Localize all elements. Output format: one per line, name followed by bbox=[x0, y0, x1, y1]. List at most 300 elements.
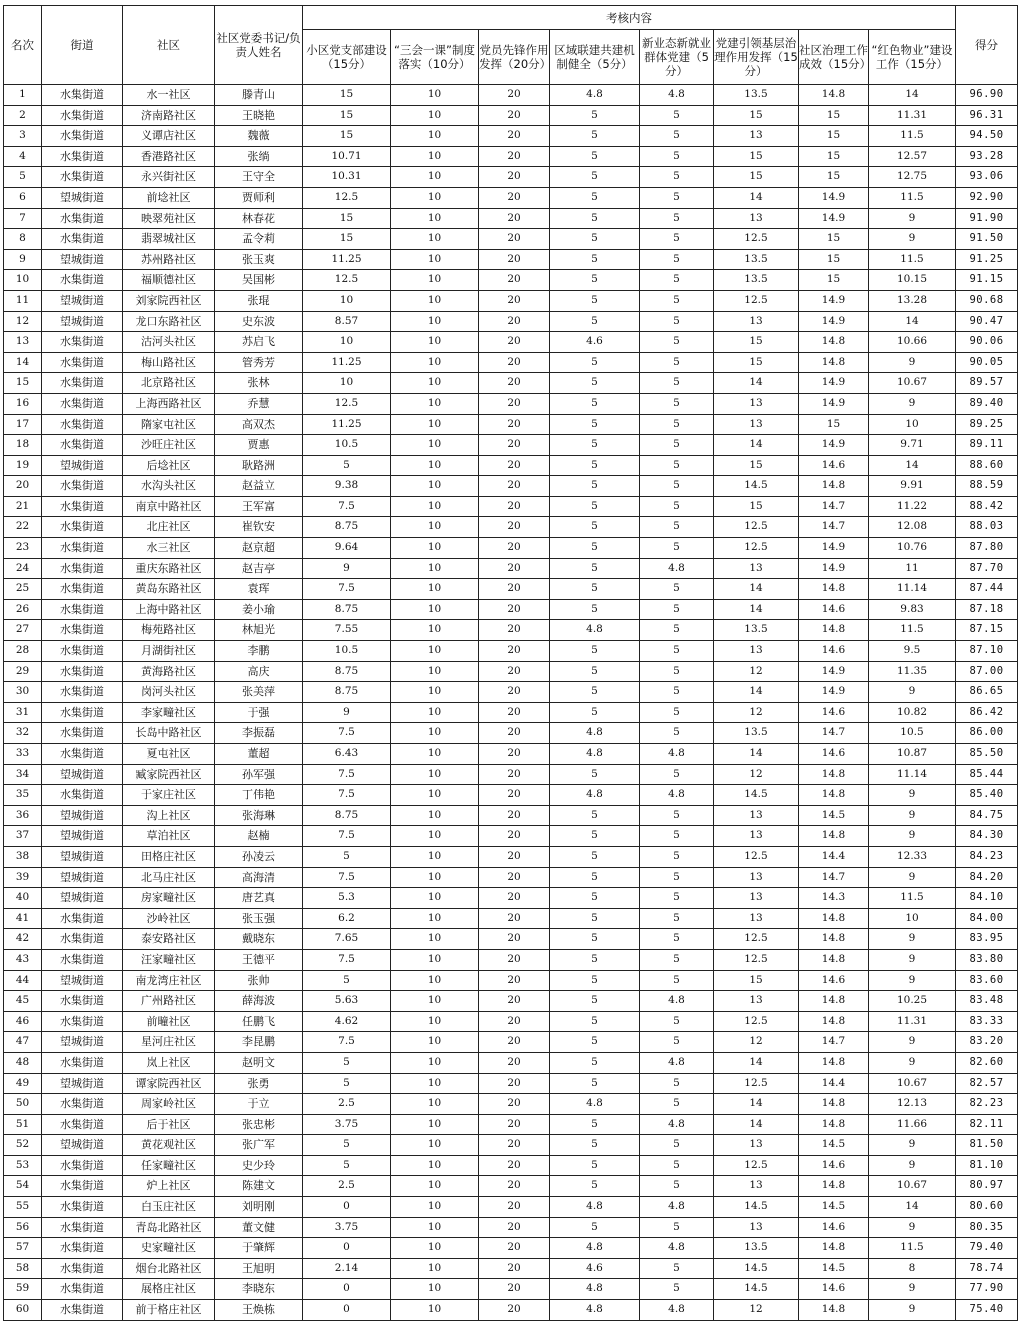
criterion-score-cell: 5 bbox=[550, 949, 640, 970]
criterion-score-cell: 12.5 bbox=[714, 949, 799, 970]
criterion-score-cell: 12.33 bbox=[869, 846, 956, 867]
community-cell: 苏州路社区 bbox=[123, 249, 215, 270]
criterion-score-cell: 9 bbox=[869, 1052, 956, 1073]
criterion-score-cell: 14.9 bbox=[799, 661, 869, 682]
criterion-score-cell: 5 bbox=[550, 517, 640, 538]
criterion-score-cell: 13.5 bbox=[714, 620, 799, 641]
criterion-score-cell: 9.91 bbox=[869, 476, 956, 497]
criterion-score-cell: 5 bbox=[640, 1094, 714, 1115]
criterion-score-cell: 10 bbox=[391, 558, 479, 579]
rank-cell: 22 bbox=[4, 517, 42, 538]
table-row bbox=[4, 270, 1018, 291]
rank-cell: 4 bbox=[4, 146, 42, 167]
header-criterion: 社区治理工作成效（15分） bbox=[799, 30, 869, 85]
community-cell: 青岛北路社区 bbox=[123, 1217, 215, 1238]
criterion-score-cell: 5 bbox=[640, 517, 714, 538]
criterion-score-cell: 10 bbox=[391, 229, 479, 250]
secretary-cell: 高庆 bbox=[215, 661, 303, 682]
street-cell: 水集街道 bbox=[42, 682, 123, 703]
criterion-score-cell: 10 bbox=[391, 867, 479, 888]
criterion-score-cell: 9.64 bbox=[303, 538, 391, 559]
criterion-score-cell: 5 bbox=[550, 970, 640, 991]
rank-cell: 20 bbox=[4, 476, 42, 497]
criterion-score-cell: 5 bbox=[550, 1135, 640, 1156]
secretary-cell: 张林 bbox=[215, 373, 303, 394]
total-score-cell: 83.20 bbox=[956, 1032, 1018, 1053]
total-score-cell: 91.50 bbox=[956, 229, 1018, 250]
criterion-score-cell: 13.5 bbox=[714, 1238, 799, 1259]
criterion-score-cell: 8.75 bbox=[303, 661, 391, 682]
criterion-score-cell: 9 bbox=[303, 558, 391, 579]
rank-cell: 24 bbox=[4, 558, 42, 579]
criterion-score-cell: 14.8 bbox=[799, 785, 869, 806]
criterion-score-cell: 5 bbox=[550, 352, 640, 373]
total-score-cell: 84.20 bbox=[956, 867, 1018, 888]
street-cell: 望城街道 bbox=[42, 970, 123, 991]
criterion-score-cell: 10 bbox=[391, 1176, 479, 1197]
header-criterion: “三会一课”制度落实（10分） bbox=[391, 30, 479, 85]
street-cell: 望城街道 bbox=[42, 1032, 123, 1053]
criterion-score-cell: 5 bbox=[640, 455, 714, 476]
criterion-score-cell: 14.7 bbox=[799, 1032, 869, 1053]
criterion-score-cell: 7.65 bbox=[303, 929, 391, 950]
table-row bbox=[4, 764, 1018, 785]
criterion-score-cell: 7.5 bbox=[303, 496, 391, 517]
table-row bbox=[4, 599, 1018, 620]
criterion-score-cell: 9 bbox=[303, 702, 391, 723]
criterion-score-cell: 5 bbox=[640, 167, 714, 188]
criterion-score-cell: 7.5 bbox=[303, 764, 391, 785]
criterion-score-cell: 20 bbox=[479, 517, 550, 538]
table-row bbox=[4, 435, 1018, 456]
criterion-score-cell: 20 bbox=[479, 414, 550, 435]
criterion-score-cell: 11.25 bbox=[303, 249, 391, 270]
criterion-score-cell: 11.14 bbox=[869, 764, 956, 785]
total-score-cell: 90.06 bbox=[956, 332, 1018, 353]
criterion-score-cell: 5 bbox=[550, 455, 640, 476]
criterion-score-cell: 5 bbox=[640, 970, 714, 991]
criterion-score-cell: 4.8 bbox=[640, 558, 714, 579]
criterion-score-cell: 20 bbox=[479, 846, 550, 867]
criterion-score-cell: 4.8 bbox=[640, 1238, 714, 1259]
table-row bbox=[4, 702, 1018, 723]
criterion-score-cell: 14.7 bbox=[799, 723, 869, 744]
criterion-score-cell: 4.8 bbox=[640, 1114, 714, 1135]
criterion-score-cell: 10 bbox=[391, 1011, 479, 1032]
total-score-cell: 89.25 bbox=[956, 414, 1018, 435]
table-row bbox=[4, 1197, 1018, 1218]
rank-cell: 31 bbox=[4, 702, 42, 723]
secretary-cell: 赵益立 bbox=[215, 476, 303, 497]
criterion-score-cell: 10 bbox=[391, 1258, 479, 1279]
community-cell: 泰安路社区 bbox=[123, 929, 215, 950]
street-cell: 水集街道 bbox=[42, 1197, 123, 1218]
criterion-score-cell: 14.6 bbox=[799, 599, 869, 620]
table-row bbox=[4, 208, 1018, 229]
criterion-score-cell: 14.6 bbox=[799, 455, 869, 476]
street-cell: 望城街道 bbox=[42, 1073, 123, 1094]
criterion-score-cell: 5 bbox=[640, 641, 714, 662]
criterion-score-cell: 10 bbox=[391, 970, 479, 991]
criterion-score-cell: 7.5 bbox=[303, 826, 391, 847]
rank-cell: 32 bbox=[4, 723, 42, 744]
community-cell: 广州路社区 bbox=[123, 991, 215, 1012]
criterion-score-cell: 4.8 bbox=[550, 1300, 640, 1321]
street-cell: 水集街道 bbox=[42, 744, 123, 765]
total-score-cell: 91.90 bbox=[956, 208, 1018, 229]
table-row bbox=[4, 661, 1018, 682]
table-row bbox=[4, 785, 1018, 806]
street-cell: 水集街道 bbox=[42, 105, 123, 126]
rank-cell: 60 bbox=[4, 1300, 42, 1321]
secretary-cell: 张海琳 bbox=[215, 805, 303, 826]
secretary-cell: 魏薇 bbox=[215, 126, 303, 147]
criterion-score-cell: 14 bbox=[869, 311, 956, 332]
street-cell: 望城街道 bbox=[42, 764, 123, 785]
criterion-score-cell: 10.5 bbox=[869, 723, 956, 744]
rank-cell: 40 bbox=[4, 888, 42, 909]
secretary-cell: 刘明刚 bbox=[215, 1197, 303, 1218]
criterion-score-cell: 11.5 bbox=[869, 1238, 956, 1259]
criterion-score-cell: 20 bbox=[479, 455, 550, 476]
criterion-score-cell: 10 bbox=[303, 290, 391, 311]
criterion-score-cell: 5 bbox=[550, 105, 640, 126]
rank-cell: 33 bbox=[4, 744, 42, 765]
street-cell: 水集街道 bbox=[42, 1300, 123, 1321]
criterion-score-cell: 10 bbox=[391, 455, 479, 476]
criterion-score-cell: 13 bbox=[714, 1176, 799, 1197]
criterion-score-cell: 5 bbox=[303, 846, 391, 867]
community-cell: 济南路社区 bbox=[123, 105, 215, 126]
rank-cell: 8 bbox=[4, 229, 42, 250]
criterion-score-cell: 10 bbox=[391, 146, 479, 167]
criterion-score-cell: 5 bbox=[640, 826, 714, 847]
criterion-score-cell: 14.8 bbox=[799, 85, 869, 106]
rank-cell: 12 bbox=[4, 311, 42, 332]
criterion-score-cell: 20 bbox=[479, 229, 550, 250]
criterion-score-cell: 12.5 bbox=[714, 1011, 799, 1032]
street-cell: 水集街道 bbox=[42, 517, 123, 538]
street-cell: 水集街道 bbox=[42, 558, 123, 579]
criterion-score-cell: 5 bbox=[640, 146, 714, 167]
criterion-score-cell: 14.8 bbox=[799, 579, 869, 600]
community-cell: 水沟头社区 bbox=[123, 476, 215, 497]
criterion-score-cell: 7.5 bbox=[303, 949, 391, 970]
criterion-score-cell: 10 bbox=[391, 1094, 479, 1115]
criterion-score-cell: 11.5 bbox=[869, 187, 956, 208]
criterion-score-cell: 5 bbox=[640, 229, 714, 250]
street-cell: 水集街道 bbox=[42, 435, 123, 456]
street-cell: 望城街道 bbox=[42, 290, 123, 311]
criterion-score-cell: 5 bbox=[640, 290, 714, 311]
criterion-score-cell: 11.35 bbox=[869, 661, 956, 682]
criterion-score-cell: 7.5 bbox=[303, 1032, 391, 1053]
total-score-cell: 96.90 bbox=[956, 85, 1018, 106]
criterion-score-cell: 10 bbox=[391, 744, 479, 765]
criterion-score-cell: 14 bbox=[869, 455, 956, 476]
table-row bbox=[4, 1011, 1018, 1032]
secretary-cell: 张帅 bbox=[215, 970, 303, 991]
community-cell: 草泊社区 bbox=[123, 826, 215, 847]
community-cell: 北庄社区 bbox=[123, 517, 215, 538]
street-cell: 水集街道 bbox=[42, 229, 123, 250]
criterion-score-cell: 5 bbox=[550, 1114, 640, 1135]
criterion-score-cell: 14.6 bbox=[799, 1279, 869, 1300]
criterion-score-cell: 10 bbox=[303, 373, 391, 394]
criterion-score-cell: 9 bbox=[869, 1032, 956, 1053]
criterion-score-cell: 11.22 bbox=[869, 496, 956, 517]
criterion-score-cell: 5 bbox=[550, 888, 640, 909]
criterion-score-cell: 14.8 bbox=[799, 929, 869, 950]
criterion-score-cell: 10 bbox=[391, 1073, 479, 1094]
total-score-cell: 87.44 bbox=[956, 579, 1018, 600]
criterion-score-cell: 15 bbox=[714, 455, 799, 476]
criterion-score-cell: 10.82 bbox=[869, 702, 956, 723]
criterion-score-cell: 5 bbox=[640, 249, 714, 270]
criterion-score-cell: 5 bbox=[303, 1073, 391, 1094]
community-cell: 龙口东路社区 bbox=[123, 311, 215, 332]
criterion-score-cell: 4.8 bbox=[550, 744, 640, 765]
secretary-cell: 董超 bbox=[215, 744, 303, 765]
criterion-score-cell: 4.8 bbox=[550, 1094, 640, 1115]
secretary-cell: 高海清 bbox=[215, 867, 303, 888]
criterion-score-cell: 5 bbox=[550, 476, 640, 497]
criterion-score-cell: 9 bbox=[869, 1155, 956, 1176]
criterion-score-cell: 8.75 bbox=[303, 517, 391, 538]
criterion-score-cell: 5 bbox=[640, 1279, 714, 1300]
criterion-score-cell: 20 bbox=[479, 249, 550, 270]
criterion-score-cell: 5 bbox=[550, 661, 640, 682]
total-score-cell: 82.23 bbox=[956, 1094, 1018, 1115]
criterion-score-cell: 20 bbox=[479, 867, 550, 888]
criterion-score-cell: 14.9 bbox=[799, 208, 869, 229]
criterion-score-cell: 9 bbox=[869, 1279, 956, 1300]
secretary-cell: 王旭明 bbox=[215, 1258, 303, 1279]
criterion-score-cell: 14.6 bbox=[799, 1217, 869, 1238]
criterion-score-cell: 14.5 bbox=[799, 1258, 869, 1279]
criterion-score-cell: 14.7 bbox=[799, 496, 869, 517]
criterion-score-cell: 4.8 bbox=[640, 785, 714, 806]
street-cell: 望城街道 bbox=[42, 867, 123, 888]
criterion-score-cell: 20 bbox=[479, 105, 550, 126]
total-score-cell: 93.28 bbox=[956, 146, 1018, 167]
criterion-score-cell: 10.67 bbox=[869, 1073, 956, 1094]
criterion-score-cell: 10 bbox=[391, 949, 479, 970]
table-row bbox=[4, 332, 1018, 353]
rank-cell: 35 bbox=[4, 785, 42, 806]
table-row bbox=[4, 846, 1018, 867]
community-cell: 夏屯社区 bbox=[123, 744, 215, 765]
ranking-table-container bbox=[3, 5, 1004, 1321]
criterion-score-cell: 20 bbox=[479, 187, 550, 208]
criterion-score-cell: 5 bbox=[550, 126, 640, 147]
secretary-cell: 贾惠 bbox=[215, 435, 303, 456]
street-cell: 望城街道 bbox=[42, 888, 123, 909]
community-cell: 前埝社区 bbox=[123, 187, 215, 208]
table-row bbox=[4, 373, 1018, 394]
criterion-score-cell: 13 bbox=[714, 888, 799, 909]
street-cell: 望城街道 bbox=[42, 826, 123, 847]
total-score-cell: 92.90 bbox=[956, 187, 1018, 208]
criterion-score-cell: 5 bbox=[640, 908, 714, 929]
table-row bbox=[4, 517, 1018, 538]
table-row bbox=[4, 105, 1018, 126]
criterion-score-cell: 15 bbox=[799, 270, 869, 291]
criterion-score-cell: 20 bbox=[479, 579, 550, 600]
criterion-score-cell: 5 bbox=[640, 1176, 714, 1197]
criterion-score-cell: 14.8 bbox=[799, 949, 869, 970]
criterion-score-cell: 5 bbox=[640, 1135, 714, 1156]
criterion-score-cell: 5 bbox=[303, 1052, 391, 1073]
criterion-score-cell: 14.8 bbox=[799, 1094, 869, 1115]
criterion-score-cell: 10 bbox=[391, 270, 479, 291]
total-score-cell: 83.80 bbox=[956, 949, 1018, 970]
criterion-score-cell: 5 bbox=[640, 435, 714, 456]
criterion-score-cell: 4.8 bbox=[550, 1279, 640, 1300]
criterion-score-cell: 4.8 bbox=[550, 1238, 640, 1259]
community-cell: 沙旺庄社区 bbox=[123, 435, 215, 456]
criterion-score-cell: 20 bbox=[479, 311, 550, 332]
criterion-score-cell: 5.63 bbox=[303, 991, 391, 1012]
community-cell: 周家岭社区 bbox=[123, 1094, 215, 1115]
criterion-score-cell: 4.6 bbox=[550, 1258, 640, 1279]
rank-cell: 59 bbox=[4, 1279, 42, 1300]
criterion-score-cell: 5 bbox=[640, 620, 714, 641]
secretary-cell: 陈建文 bbox=[215, 1176, 303, 1197]
community-cell: 沙岭社区 bbox=[123, 908, 215, 929]
criterion-score-cell: 9 bbox=[869, 949, 956, 970]
secretary-cell: 乔慧 bbox=[215, 393, 303, 414]
criterion-score-cell: 10 bbox=[391, 1238, 479, 1259]
secretary-cell: 赵楠 bbox=[215, 826, 303, 847]
criterion-score-cell: 10 bbox=[391, 85, 479, 106]
secretary-cell: 滕青山 bbox=[215, 85, 303, 106]
criterion-score-cell: 10 bbox=[869, 908, 956, 929]
total-score-cell: 88.60 bbox=[956, 455, 1018, 476]
secretary-cell: 张勇 bbox=[215, 1073, 303, 1094]
criterion-score-cell: 10 bbox=[391, 723, 479, 744]
criterion-score-cell: 20 bbox=[479, 332, 550, 353]
secretary-cell: 王晓艳 bbox=[215, 105, 303, 126]
rank-cell: 25 bbox=[4, 579, 42, 600]
criterion-score-cell: 12.5 bbox=[714, 1073, 799, 1094]
table-row bbox=[4, 929, 1018, 950]
total-score-cell: 96.31 bbox=[956, 105, 1018, 126]
criterion-score-cell: 15 bbox=[799, 105, 869, 126]
criterion-score-cell: 9 bbox=[869, 970, 956, 991]
criterion-score-cell: 9 bbox=[869, 208, 956, 229]
criterion-score-cell: 5 bbox=[550, 702, 640, 723]
criterion-score-cell: 5 bbox=[550, 146, 640, 167]
street-cell: 水集街道 bbox=[42, 146, 123, 167]
total-score-cell: 83.95 bbox=[956, 929, 1018, 950]
criterion-score-cell: 10 bbox=[391, 785, 479, 806]
total-score-cell: 85.50 bbox=[956, 744, 1018, 765]
criterion-score-cell: 9 bbox=[869, 229, 956, 250]
street-cell: 水集街道 bbox=[42, 85, 123, 106]
criterion-score-cell: 14.6 bbox=[799, 702, 869, 723]
community-cell: 隋家屯社区 bbox=[123, 414, 215, 435]
criterion-score-cell: 5 bbox=[640, 1011, 714, 1032]
criterion-score-cell: 5 bbox=[550, 249, 640, 270]
criterion-score-cell: 20 bbox=[479, 85, 550, 106]
table-row bbox=[4, 290, 1018, 311]
criterion-score-cell: 10 bbox=[303, 332, 391, 353]
criterion-score-cell: 14.9 bbox=[799, 311, 869, 332]
secretary-cell: 耿路洲 bbox=[215, 455, 303, 476]
table-row bbox=[4, 1052, 1018, 1073]
total-score-cell: 88.59 bbox=[956, 476, 1018, 497]
criterion-score-cell: 5 bbox=[550, 764, 640, 785]
street-cell: 水集街道 bbox=[42, 352, 123, 373]
street-cell: 水集街道 bbox=[42, 723, 123, 744]
total-score-cell: 77.90 bbox=[956, 1279, 1018, 1300]
criterion-score-cell: 9.83 bbox=[869, 599, 956, 620]
criterion-score-cell: 13 bbox=[714, 414, 799, 435]
criterion-score-cell: 10 bbox=[391, 1300, 479, 1321]
table-row bbox=[4, 476, 1018, 497]
criterion-score-cell: 14.8 bbox=[799, 620, 869, 641]
rank-cell: 46 bbox=[4, 1011, 42, 1032]
criterion-score-cell: 5 bbox=[640, 929, 714, 950]
criterion-score-cell: 10 bbox=[391, 187, 479, 208]
rank-cell: 27 bbox=[4, 620, 42, 641]
criterion-score-cell: 9 bbox=[869, 352, 956, 373]
criterion-score-cell: 15 bbox=[303, 126, 391, 147]
criterion-score-cell: 10 bbox=[391, 311, 479, 332]
secretary-cell: 李晓东 bbox=[215, 1279, 303, 1300]
total-score-cell: 84.10 bbox=[956, 888, 1018, 909]
criterion-score-cell: 11.14 bbox=[869, 579, 956, 600]
rank-cell: 39 bbox=[4, 867, 42, 888]
criterion-score-cell: 5 bbox=[640, 270, 714, 291]
total-score-cell: 80.35 bbox=[956, 1217, 1018, 1238]
criterion-score-cell: 14 bbox=[869, 1197, 956, 1218]
rank-cell: 50 bbox=[4, 1094, 42, 1115]
secretary-cell: 于肇辉 bbox=[215, 1238, 303, 1259]
street-cell: 水集街道 bbox=[42, 1176, 123, 1197]
total-score-cell: 82.57 bbox=[956, 1073, 1018, 1094]
rank-cell: 36 bbox=[4, 805, 42, 826]
criterion-score-cell: 5 bbox=[640, 579, 714, 600]
criterion-score-cell: 10.67 bbox=[869, 1176, 956, 1197]
criterion-score-cell: 9.71 bbox=[869, 435, 956, 456]
secretary-cell: 任鹏飞 bbox=[215, 1011, 303, 1032]
rank-cell: 56 bbox=[4, 1217, 42, 1238]
criterion-score-cell: 5 bbox=[640, 846, 714, 867]
criterion-score-cell: 9 bbox=[869, 682, 956, 703]
table-row bbox=[4, 908, 1018, 929]
criterion-score-cell: 14.8 bbox=[799, 1011, 869, 1032]
criterion-score-cell: 15 bbox=[714, 332, 799, 353]
criterion-score-cell: 20 bbox=[479, 1238, 550, 1259]
community-cell: 月湖街社区 bbox=[123, 641, 215, 662]
criterion-score-cell: 5 bbox=[640, 476, 714, 497]
secretary-cell: 袁珲 bbox=[215, 579, 303, 600]
community-cell: 后于社区 bbox=[123, 1114, 215, 1135]
secretary-cell: 于强 bbox=[215, 702, 303, 723]
criterion-score-cell: 14 bbox=[869, 85, 956, 106]
rank-cell: 44 bbox=[4, 970, 42, 991]
criterion-score-cell: 12.75 bbox=[869, 167, 956, 188]
table-row bbox=[4, 867, 1018, 888]
criterion-score-cell: 10 bbox=[391, 352, 479, 373]
rank-cell: 19 bbox=[4, 455, 42, 476]
criterion-score-cell: 14 bbox=[714, 1114, 799, 1135]
community-cell: 永兴街社区 bbox=[123, 167, 215, 188]
criterion-score-cell: 15 bbox=[799, 249, 869, 270]
total-score-cell: 82.11 bbox=[956, 1114, 1018, 1135]
